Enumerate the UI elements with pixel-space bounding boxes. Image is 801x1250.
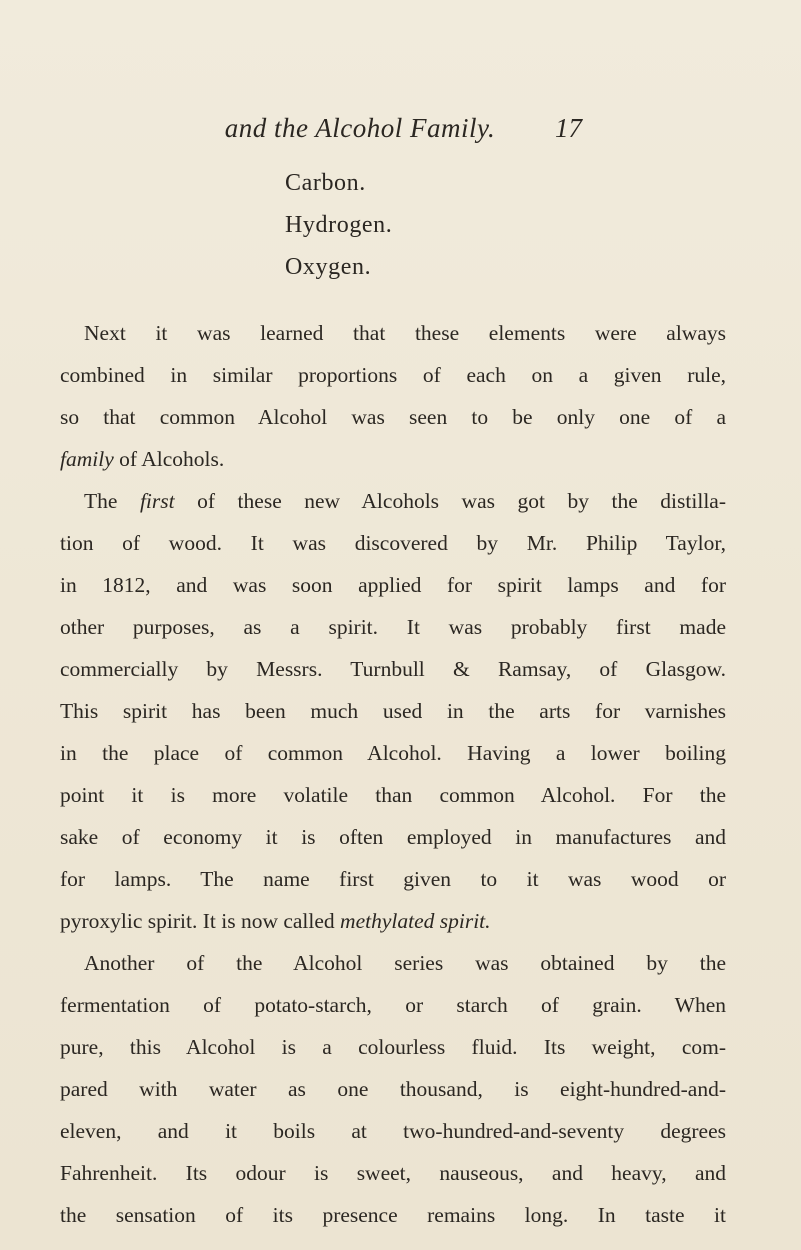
text-line: commercially by Messrs. Turnbull & Ramsay, of Glasgow.	[60, 657, 726, 681]
text-line: other purposes, as a spirit. It was probably first made	[60, 615, 726, 639]
italic-run: first	[139, 489, 175, 513]
text-line: sake of economy it is often employed in manufactures and	[60, 825, 726, 849]
text-line: in the place of common Alcohol. Having a lower boiling	[60, 741, 726, 765]
element-hydrogen: Hydrogen.	[285, 212, 393, 238]
text-line: the sensation of its presence remains long. In taste it	[60, 1203, 726, 1227]
italic-run: methylated spirit.	[340, 909, 491, 933]
text-line: Next it was learned that these elements were always	[84, 321, 726, 345]
text-line: Fahrenheit. Its odour is sweet, nauseous, and heavy, and	[60, 1161, 726, 1185]
text-line: for lamps. The name first given to it was wood or	[60, 867, 726, 891]
text-run: pyroxylic spirit. It is now called	[60, 909, 341, 933]
text-run: The	[84, 489, 140, 513]
element-carbon: Carbon.	[285, 170, 366, 196]
text-line	[60, 444, 726, 474]
text-line: This spirit has been much used in the arts for varnishes	[60, 699, 726, 723]
text-line: in 1812, and was soon applied for spirit lamps and for	[60, 573, 726, 597]
text-line	[60, 906, 726, 936]
text-line	[84, 486, 726, 516]
text-run: of Alcohols.	[113, 447, 225, 471]
page-number: 17	[555, 113, 582, 143]
text-line: so that common Alcohol was seen to be only one of a	[60, 405, 726, 429]
text-run: of these new Alcohols was got by the distilla-	[174, 489, 726, 513]
running-title: and the Alcohol Family.	[224, 113, 496, 143]
text-line: combined in similar proportions of each on a given rule,	[60, 363, 726, 387]
text-line: pared with water as one thousand, is eight-hundred-and-	[60, 1077, 726, 1101]
text-line: fermentation of potato-starch, or starch of grain. When	[60, 993, 726, 1017]
text-line: point it is more volatile than common Alcohol. For the	[60, 783, 726, 807]
text-line: tion of wood. It was discovered by Mr. Philip Taylor,	[60, 531, 726, 555]
text-line: pure, this Alcohol is a colourless fluid. Its weight, com-	[60, 1035, 726, 1059]
text-line: eleven, and it boils at two-hundred-and-seventy degrees	[60, 1119, 726, 1143]
text-line: Another of the Alcohol series was obtained by the	[84, 951, 726, 975]
italic-run: family	[60, 447, 114, 471]
element-oxygen: Oxygen.	[285, 254, 372, 280]
running-head	[0, 113, 801, 149]
